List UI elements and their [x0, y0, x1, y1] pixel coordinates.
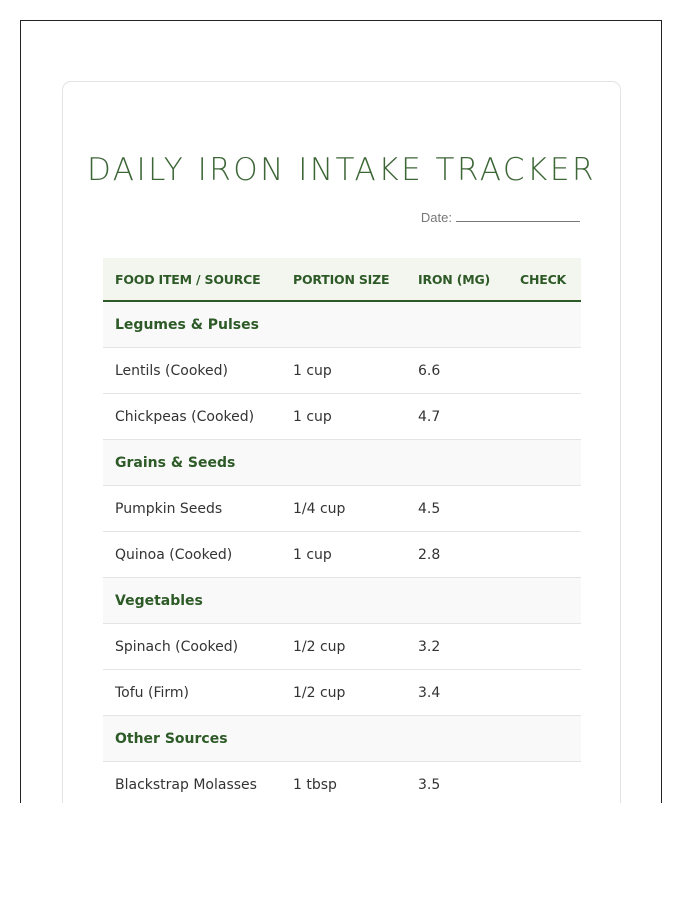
check-cell[interactable] [508, 486, 581, 532]
portion-cell: 1 cup [281, 348, 406, 394]
table-row [103, 394, 581, 440]
food-cell: Spinach (Cooked) [103, 624, 281, 670]
food-cell: Blackstrap Molasses [103, 762, 281, 804]
iron-cell: 6.6 [406, 348, 508, 394]
food-cell: Quinoa (Cooked) [103, 532, 281, 578]
table-row [103, 624, 581, 670]
category-row [103, 578, 581, 624]
category-row [103, 440, 581, 486]
iron-cell: 4.5 [406, 486, 508, 532]
page-title [63, 152, 620, 188]
page-viewport[interactable] [20, 20, 662, 803]
tracker-card [62, 81, 621, 803]
portion-cell: 1 cup [281, 532, 406, 578]
category-label: Vegetables [103, 578, 581, 624]
portion-cell: 1 cup [281, 394, 406, 440]
category-label: Grains & Seeds [103, 440, 581, 486]
food-cell: Pumpkin Seeds [103, 486, 281, 532]
portion-cell: 1 tbsp [281, 762, 406, 804]
header-check: CHECK [508, 258, 581, 301]
iron-cell: 3.4 [406, 670, 508, 716]
title-text: DAILY IRON INTAKE TRACKER [86, 152, 597, 188]
category-row [103, 301, 581, 348]
table-row [103, 670, 581, 716]
header-portion: PORTION SIZE [281, 258, 406, 301]
date-blank-line[interactable] [456, 209, 580, 222]
iron-cell: 3.2 [406, 624, 508, 670]
header-iron: IRON (MG) [406, 258, 508, 301]
iron-tracker-table [103, 258, 581, 803]
category-label: Legumes & Pulses [103, 301, 581, 348]
food-cell: Lentils (Cooked) [103, 348, 281, 394]
table-row [103, 762, 581, 804]
check-cell[interactable] [508, 348, 581, 394]
portion-cell: 1/2 cup [281, 624, 406, 670]
food-cell: Chickpeas (Cooked) [103, 394, 281, 440]
category-label: Other Sources [103, 716, 581, 762]
header-food: FOOD ITEM / SOURCE [103, 258, 281, 301]
category-row [103, 716, 581, 762]
table-header-row [103, 258, 581, 301]
table-row [103, 532, 581, 578]
portion-cell: 1/4 cup [281, 486, 406, 532]
portion-cell: 1/2 cup [281, 670, 406, 716]
check-cell[interactable] [508, 624, 581, 670]
food-cell: Tofu (Firm) [103, 670, 281, 716]
table-row [103, 486, 581, 532]
date-field[interactable] [421, 209, 580, 225]
table-row [103, 348, 581, 394]
check-cell[interactable] [508, 532, 581, 578]
check-cell[interactable] [508, 670, 581, 716]
date-label: Date: [420, 210, 452, 225]
iron-cell: 2.8 [406, 532, 508, 578]
check-cell[interactable] [508, 762, 581, 804]
iron-cell: 4.7 [406, 394, 508, 440]
check-cell[interactable] [508, 394, 581, 440]
iron-cell: 3.5 [406, 762, 508, 804]
